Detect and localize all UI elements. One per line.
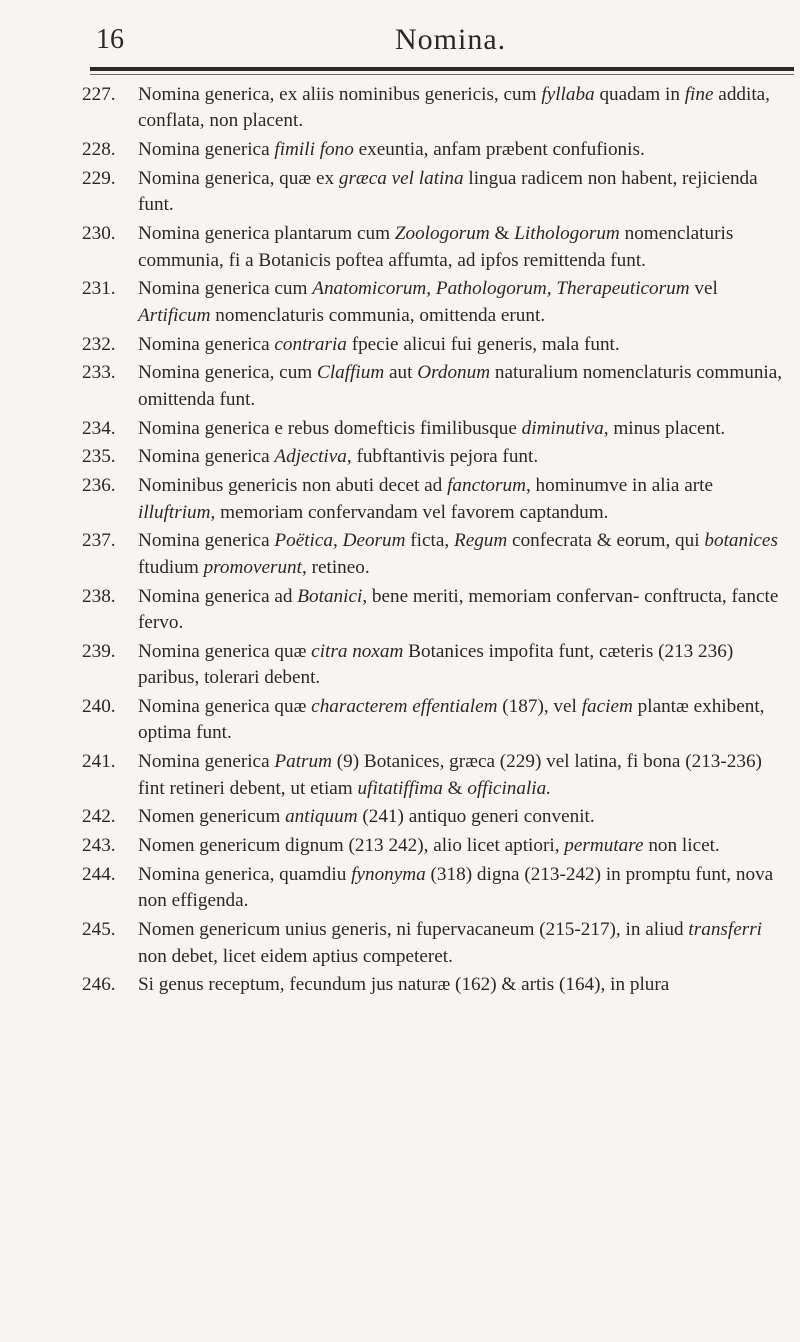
entry-text: Nomina generica e rebus domefticis fimilibusque [138, 417, 522, 439]
entry-text: Nomina generica plantarum cum [138, 223, 395, 245]
aphorism-number: 244. [82, 864, 116, 886]
aphorism-entry [68, 221, 792, 274]
italic-term: antiquum [285, 806, 358, 828]
header-rule-thin [90, 74, 794, 75]
aphorism-entry [68, 639, 792, 692]
aphorism-entry [68, 137, 792, 163]
entry-text: & [442, 777, 468, 799]
entry-text: Nomen genericum dignum (213 242), alio licet aptiori, [138, 835, 565, 857]
entry-text: (318) digna (213-242) in promptu funt, nova non effigenda. [138, 864, 774, 912]
aphorism-entry [68, 749, 792, 802]
entry-text: Si genus receptum, fecundum jus naturæ (162) & artis (164), in plura [138, 974, 670, 996]
entry-text: ftudium [138, 556, 204, 578]
aphorism-number: 228. [82, 139, 116, 161]
entry-text: Nomina generica cum [138, 278, 313, 300]
aphorism-number: 236. [82, 475, 116, 497]
entry-text: vel [689, 278, 718, 300]
aphorism-number: 246. [82, 974, 116, 996]
aphorism-entry [68, 917, 792, 970]
entry-text: fpecie alicui fui generis, mala funt. [346, 333, 620, 355]
aphorism-number: 234. [82, 417, 116, 439]
entry-text: nomenclaturis communia, omittenda erunt. [210, 304, 546, 326]
entry-text: addita, conflata, non placent. [138, 84, 770, 132]
entry-text: confecrata & eorum, qui [507, 530, 705, 552]
aphorism-number: 241. [82, 751, 116, 773]
entry-text: non debet, licet eidem aptius competeret. [138, 945, 453, 967]
entry-text: Nomina generica quæ [138, 696, 312, 718]
entry-text: (187), vel [497, 696, 582, 718]
entry-text: , fubftantivis pejora funt. [346, 446, 539, 468]
aphorism-number: 232. [82, 333, 116, 355]
page-number: 16 [96, 24, 124, 55]
italic-term: illuftrium [138, 501, 211, 523]
entry-text: exeuntia, anfam præbent confufionis. [353, 139, 645, 161]
entry-text: Nomina generica quæ [138, 640, 312, 662]
italic-term: botanices [704, 530, 778, 552]
italic-term: Regum [453, 530, 508, 552]
aphorism-entry [68, 528, 792, 581]
aphorism-number: 240. [82, 696, 116, 718]
page-header [0, 22, 800, 72]
entry-text: nomenclaturis communia, fi a Botanicis poftea affumta, ad ipfos remittenda funt. [138, 223, 734, 271]
aphorism-number: 230. [82, 223, 116, 245]
aphorism-entry [68, 166, 792, 219]
italic-term: Artificum [138, 304, 211, 326]
italic-term: permutare [564, 835, 644, 857]
aphorism-entry [68, 416, 792, 442]
italic-term: diminutiva [521, 417, 604, 439]
entry-text: naturalium nomenclaturis communia, omittenda funt. [138, 362, 783, 410]
aphorism-number: 239. [82, 640, 116, 662]
aphorism-number: 238. [82, 585, 116, 607]
italic-term: Ordonum [417, 362, 491, 384]
aphorism-entry [68, 862, 792, 915]
entry-text: Nomina generica [138, 751, 275, 773]
italic-term: Claffium [317, 362, 385, 384]
entry-text: , hominumve in alia arte [525, 475, 713, 497]
entry-text: Nomina generica, ex aliis nominibus genericis, cum [138, 84, 542, 105]
italic-term: Patrum [274, 751, 332, 773]
entry-text: Nomina generica, quæ ex [138, 168, 339, 189]
italic-term: contraria [274, 333, 347, 355]
aphorism-number: 229. [82, 168, 116, 189]
italic-term: fimili fono [274, 139, 354, 161]
entry-text: , memoriam confervandam vel favorem captandum. [210, 501, 609, 523]
entry-text: Nomina generica, quamdiu [138, 864, 352, 886]
entry-text: Nomina generica [138, 530, 275, 552]
italic-term: promoverunt [203, 556, 302, 578]
italic-term: Deorum [342, 530, 406, 552]
aphorism-list [68, 82, 792, 999]
entry-text: plantæ exhibent, optima funt. [138, 696, 765, 744]
entry-text: aut [384, 362, 418, 384]
italic-term: officinalia. [467, 777, 552, 799]
header-rule [90, 67, 794, 71]
aphorism-number: 243. [82, 835, 116, 857]
entry-text: quadam in [594, 84, 685, 105]
aphorism-entry [68, 972, 792, 998]
italic-term: græca vel latina [338, 168, 464, 189]
aphorism-number: 227. [82, 84, 116, 105]
aphorism-number: 231. [82, 278, 116, 300]
entry-text: Nomina generica [138, 333, 275, 355]
entry-text: , [333, 530, 343, 552]
entry-text: , bene meriti, memoriam confervan- conftructa, fancte fervo. [138, 585, 779, 634]
aphorism-entry [68, 360, 792, 413]
entry-text: , minus placent. [603, 417, 726, 439]
italic-term: Anatomicorum, Pathologorum, Therapeuticorum [312, 278, 690, 300]
italic-term: Poëtica [274, 530, 333, 552]
aphorism-entry [68, 833, 792, 859]
italic-term: faciem [581, 696, 633, 718]
italic-term: Adjectiva [274, 446, 347, 468]
entry-text: (241) antiquo generi convenit. [357, 806, 595, 828]
aphorism-entry [68, 444, 792, 470]
aphorism-entry [68, 584, 792, 637]
entry-text: non licet. [643, 835, 720, 857]
italic-term: Lithologorum [514, 223, 620, 245]
italic-term: transferri [688, 919, 762, 941]
aphorism-number: 235. [82, 446, 116, 468]
entry-text: Nominibus genericis non abuti decet ad [138, 475, 448, 497]
entry-text: Nomina generica [138, 139, 275, 161]
italic-term: Zoologorum [394, 223, 490, 245]
entry-text: Nomen genericum [138, 806, 286, 828]
entry-text: Nomen genericum unius generis, ni fupervacaneum (215-217), in aliud [138, 919, 689, 941]
aphorism-entry [68, 804, 792, 830]
aphorism-entry [68, 473, 792, 526]
entry-text: & [489, 223, 515, 245]
aphorism-number: 237. [82, 530, 116, 552]
italic-term: fanctorum [447, 475, 526, 497]
entry-text: Nomina generica ad [138, 585, 298, 607]
italic-term: fynonyma [351, 864, 426, 886]
italic-term: ufitatiffima [357, 777, 443, 799]
entry-text: lingua radicem non habent, rejicienda funt. [138, 168, 758, 216]
aphorism-entry [68, 276, 792, 329]
entry-text: Nomina generica, cum [138, 362, 318, 384]
aphorism-number: 245. [82, 919, 116, 941]
aphorism-entry [68, 694, 792, 747]
aphorism-number: 242. [82, 806, 116, 828]
entry-text: (9) Botanices, græca (229) vel latina, fi bona (213-236) fint retineri debent, ut etiam [138, 751, 762, 799]
entry-text: ficta, [405, 530, 454, 552]
italic-term: fine [684, 84, 714, 105]
running-title: Nomina. [395, 23, 507, 56]
italic-term: fyllaba [541, 84, 595, 105]
entry-text: Botanices impofita funt, cæteris (213 236) paribus, tolerari debent. [138, 640, 734, 689]
entry-text: Nomina generica [138, 446, 275, 468]
aphorism-entry [68, 82, 792, 135]
italic-term: characterem effentialem [311, 696, 498, 718]
aphorism-entry [68, 332, 792, 358]
aphorism-number: 233. [82, 362, 116, 384]
italic-term: citra noxam [311, 640, 404, 662]
italic-term: Botanici [297, 585, 363, 607]
entry-text: , retineo. [301, 556, 370, 578]
